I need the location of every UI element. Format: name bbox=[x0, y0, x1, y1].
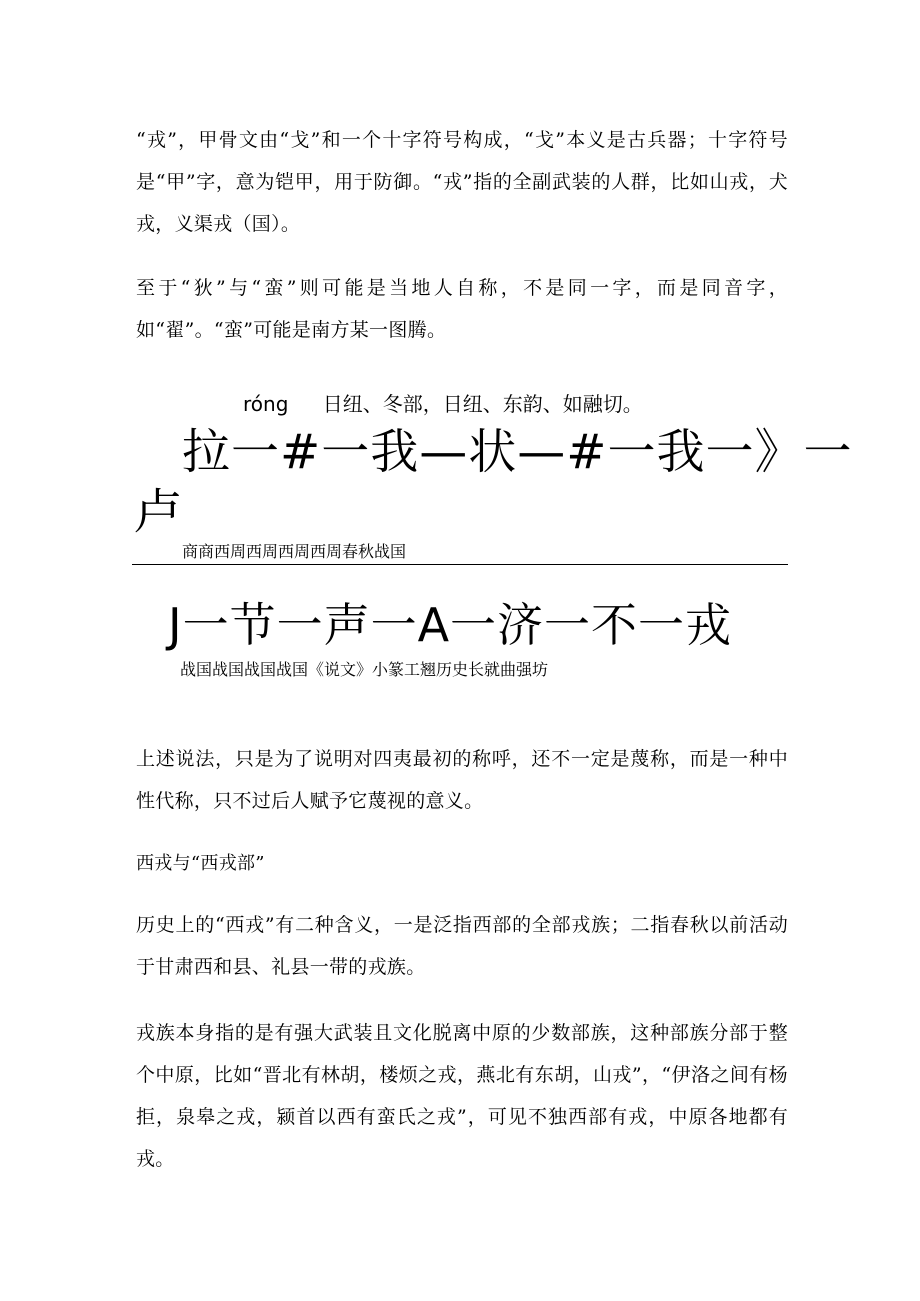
paragraph-rong-tribes: 戎族本身指的是有强大武装且文化脱离中原的少数部族，这种部族分部于整个中原，比如“晋北有林胡，楼烦之戎，燕北有东胡，山戎”，“伊洛之间有杨拒，泉皋之戎，颍首以西有蛮氏之戎”，可见不独西部有戎，中原各地都有戎。 bbox=[136, 1022, 788, 1170]
paragraph-di-man: 至于“狄”与“蛮”则可能是当地人自称，不是同一字，而是同音字，如“翟”。“蛮”可能是南方某一图腾。 bbox=[136, 277, 788, 341]
era-labels-row-2: 战国战国战国战国《说文》小篆工翘历史长就曲强坊 bbox=[180, 660, 549, 679]
paragraph-neutral-term: 上述说法，只是为了说明对四夷最初的称呼，还不一定是蔑称，而是一种中性代称，只不过后人赋予它蔑视的意义。 bbox=[136, 748, 788, 812]
section-heading-xirong: 西戎与“西戎部” bbox=[136, 853, 265, 874]
glyph-evolution-row-2: J一节一声一A一济一不一戎 bbox=[168, 598, 733, 652]
divider bbox=[132, 564, 788, 565]
era-labels-row-1: 商商西周西周西周西周春秋战国 bbox=[182, 542, 407, 561]
glyph-evolution-row-1: 拉一#一我—状—#一我一》一 bbox=[182, 424, 853, 480]
phonology-text: 日纽、冬部，日纽、东韵、如融切。 bbox=[322, 392, 643, 416]
glyph-evolution-row-1-continued: 卢 bbox=[134, 484, 183, 540]
pronunciation-line bbox=[243, 388, 643, 417]
pinyin: róng bbox=[243, 392, 289, 416]
paragraph-rong-etymology: “戎”，甲骨文由“戈”和一个十字符号构成，“戈”本义是古兵器；十字符号是“甲”字，意为铠甲，用于防御。“戎”指的全副武装的人群，比如山戎，犬戎，义渠戎（国）。 bbox=[136, 129, 788, 235]
paragraph-xirong-meanings: 历史上的“西戎”有二种含义，一是泛指西部的全部戎族；二指春秋以前活动于甘肃西和县、礼县一带的戎族。 bbox=[136, 914, 788, 978]
